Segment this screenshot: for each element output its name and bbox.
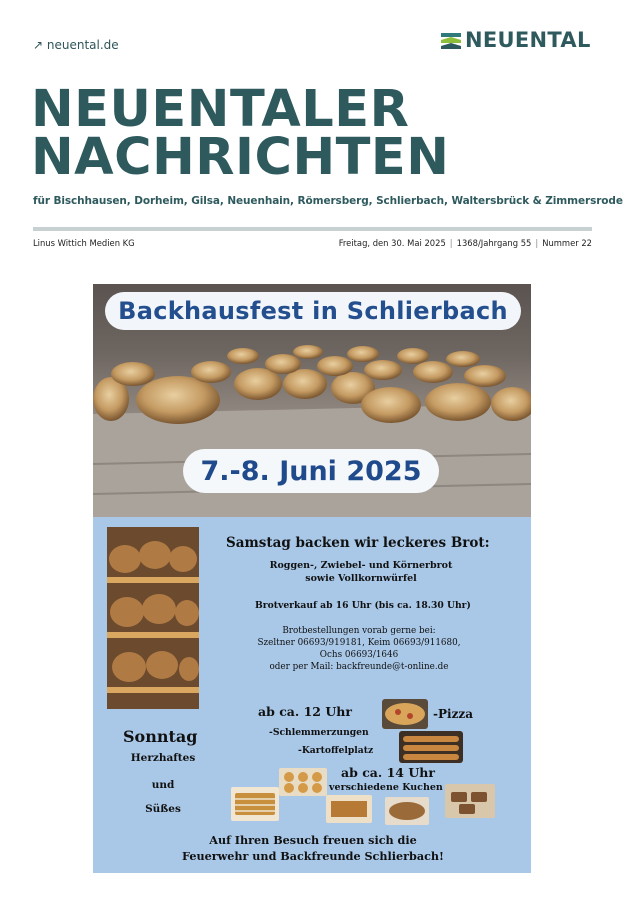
bread-shelf-photo (107, 527, 199, 709)
brand-logo (441, 28, 591, 52)
time-afternoon: ab ca. 14 Uhr (341, 765, 435, 780)
publisher: Linus Wittich Medien KG (33, 238, 135, 248)
bread-sale-time: Brotverkauf ab 16 Uhr (bis ca. 18.30 Uhr) (255, 600, 471, 611)
cakes-item: verschiedene Kuchen (329, 782, 443, 793)
neuental-logo-icon (441, 30, 461, 50)
event-dates: 7.-8. Juni 2025 (200, 455, 422, 487)
site-link[interactable]: ↗ neuental.de (33, 38, 119, 52)
title-line-2: NACHRICHTEN (31, 128, 450, 187)
saturday-heading: Samstag backen wir leckeres Brot: (226, 535, 490, 551)
pizza-item: -Pizza (433, 707, 473, 721)
sunday-line-3: Süßes (145, 803, 181, 815)
closing-line-2: Feuerwehr und Backfreunde Schlierbach! (182, 849, 444, 863)
site-link-text[interactable]: neuental.de (46, 38, 119, 52)
cake-photo-4 (385, 797, 429, 825)
schlemmerzungen-photo (399, 731, 463, 763)
orders-line-1: Brotbestellungen vorab gerne bei: (282, 626, 436, 636)
cake-photo-1 (279, 768, 327, 796)
title-line-1: NEUENTALER (31, 80, 410, 139)
page-title (31, 80, 450, 187)
bread-line-2: sowie Vollkornwürfel (305, 573, 417, 584)
issue-number: Nummer 22 (542, 238, 592, 248)
orders-line-3: Ochs 06693/1646 (319, 650, 399, 660)
event-poster (93, 284, 531, 873)
bread-line-1: Roggen-, Zwiebel- und Körnerbrot (269, 560, 453, 571)
schlemmerzungen-item: -Schlemmerzungen (269, 727, 369, 738)
cake-photo-3 (326, 795, 372, 823)
issue-info-row (33, 238, 592, 248)
kartoffelplatz-item: -Kartoffelplatz (298, 745, 374, 756)
poster-title-banner (105, 292, 521, 330)
sunday-line-1: Herzhaftes (130, 752, 196, 764)
poster-title: Backhausfest in Schlierbach (118, 297, 508, 325)
sunday-heading: Sonntag (123, 727, 198, 746)
time-noon: ab ca. 12 Uhr (258, 704, 352, 719)
orders-line-4: oder per Mail: backfreunde@t-online.de (269, 662, 449, 672)
cake-photo-2 (231, 787, 279, 821)
sunday-line-2: und (151, 779, 175, 791)
pizza-photo (382, 699, 428, 729)
event-date-pill (183, 449, 439, 493)
issue-date: Freitag, den 30. Mai 2025 (338, 238, 446, 248)
header-divider (33, 227, 592, 231)
issue-volume: 1368/Jahrgang 55 (456, 238, 532, 248)
separator: | (535, 238, 539, 248)
orders-line-2: Szeltner 06693/919181, Keim 06693/911680, (257, 638, 461, 648)
issue-meta (339, 238, 592, 248)
subtitle: für Bischhausen, Dorheim, Gilsa, Neuenhain, Römersberg, Schlierbach, Waltersbrück & Zimmersrode (33, 195, 623, 207)
closing-line-1: Auf Ihren Besuch freuen sich die (209, 833, 417, 847)
brand-name: NEUENTAL (465, 28, 591, 52)
cake-photo-5 (445, 784, 495, 818)
separator: | (449, 238, 453, 248)
